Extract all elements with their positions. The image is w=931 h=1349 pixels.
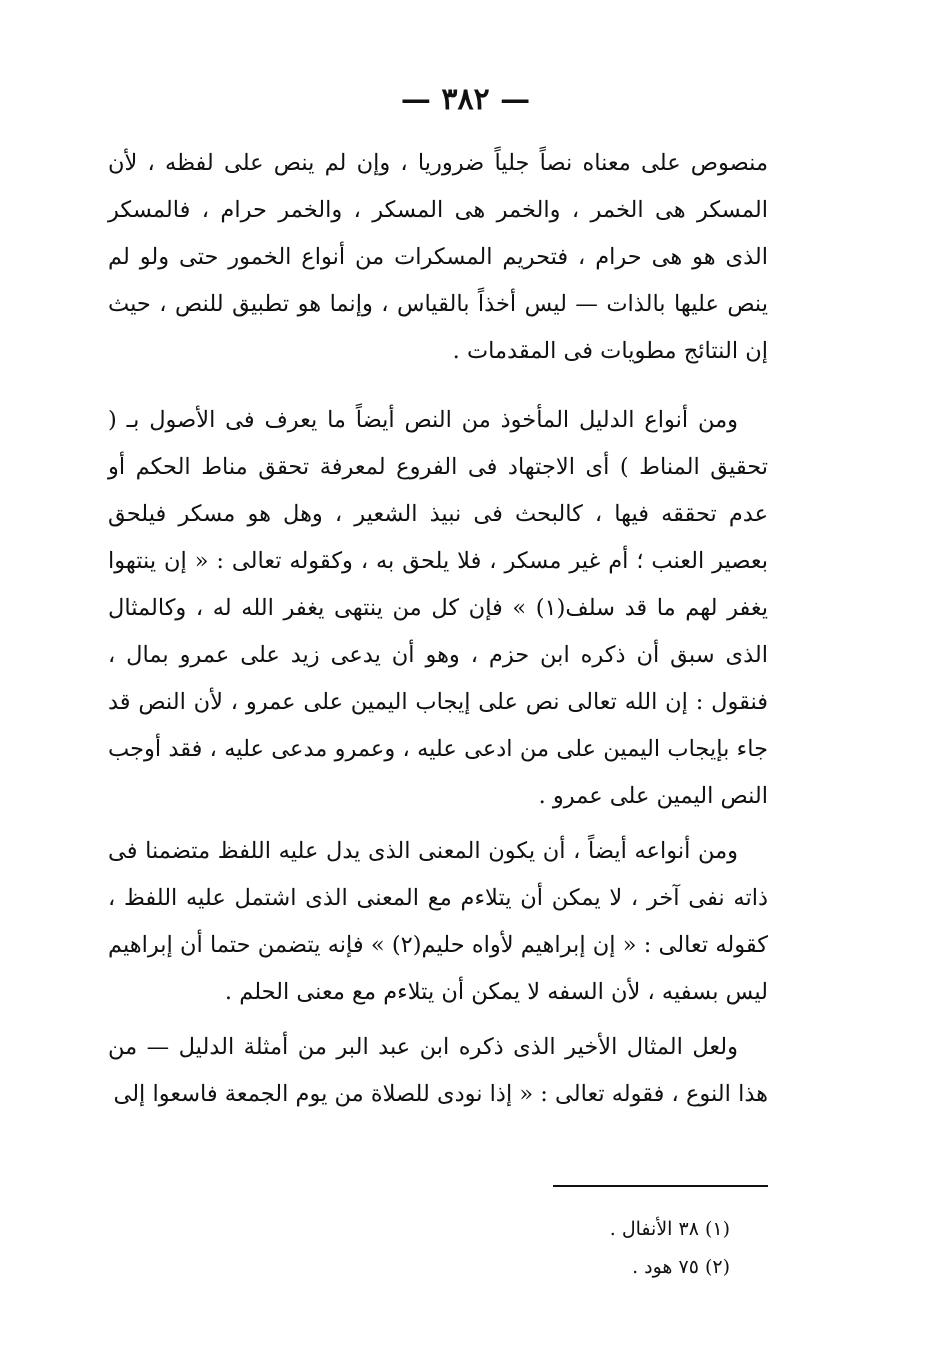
paragraph-1: منصوص على معناه نصاً جلياً ضروريا ، وإن لم ينص على لفظه ، لأن المسكر هى الخمر ، والخمر هى المسكر ، والخمر حرام ، فالمسكر الذى هو هى حرام ، فتحريم المسكرات من أنواع الخمور حتى ولو لم ينص عليها بالذات — ليس أخذاً بالقياس ، وإنما هو تطبيق للنص ، حيث إن النتائج مطويات فى المقدمات .	[108, 150, 768, 364]
paragraph-2: ومن أنواع الدليل المأخوذ من النص أيضاً ما يعرف فى الأصول بـ ( تحقيق المناط ) أى الاجتهاد فى الفروع لمعرفة تحقق مناط الحكم أو عدم تحققه فيها ، كالبحث فى نبيذ الشعير ، وهل هو مسكر فيلحق بعصير العنب ؛ أم غير مسكر ، فلا يلحق به ، وكقوله تعالى : « إن ينتهوا يغفر لهم ما قد سلف(١) » فإن كل من ينتهى يغفر الله له ، وكالمثال الذى سبق أن ذكره ابن حزم ، وهو أن يدعى زيد على عمرو بمال ، فنقول : إن الله تعالى نص على إيجاب اليمين على عمرو ، لأن النص قد جاء بإيجاب اليمين على من ادعى عليه ، وعمرو مدعى عليه ، فقد أوجب النص اليمين على عمرو .	[108, 407, 768, 809]
footnote-divider	[553, 1185, 768, 1187]
body-text	[108, 140, 768, 1118]
paragraph-3: ومن أنواعه أيضاً ، أن يكون المعنى الذى يدل عليه اللفظ متضمنا فى ذاته نفى آخر ، لا يمكن أن يتلاءم مع المعنى الذى اشتمل عليه اللفظ ، كقوله تعالى : « إن إبراهيم لأواه حليم(٢) » فإنه يتضمن حتما أن إبراهيم ليس بسفيه ، لأن السفه لا يمكن أن يتلاءم مع معنى الحلم .	[108, 838, 768, 1005]
footnotes	[400, 1210, 730, 1286]
page-number: — ٣٨٢ —	[400, 82, 531, 117]
paragraph-4: ولعل المثال الأخير الذى ذكره ابن عبد البر من أمثلة الدليل — من هذا النوع ، فقوله تعالى : « إذا نودى للصلاة من يوم الجمعة فاسعوا إلى	[108, 1034, 768, 1107]
footnote-1: (١) ٣٨ الأنفال .	[609, 1218, 730, 1240]
footnote-2: (٢) ٧٥ هود .	[632, 1256, 730, 1278]
